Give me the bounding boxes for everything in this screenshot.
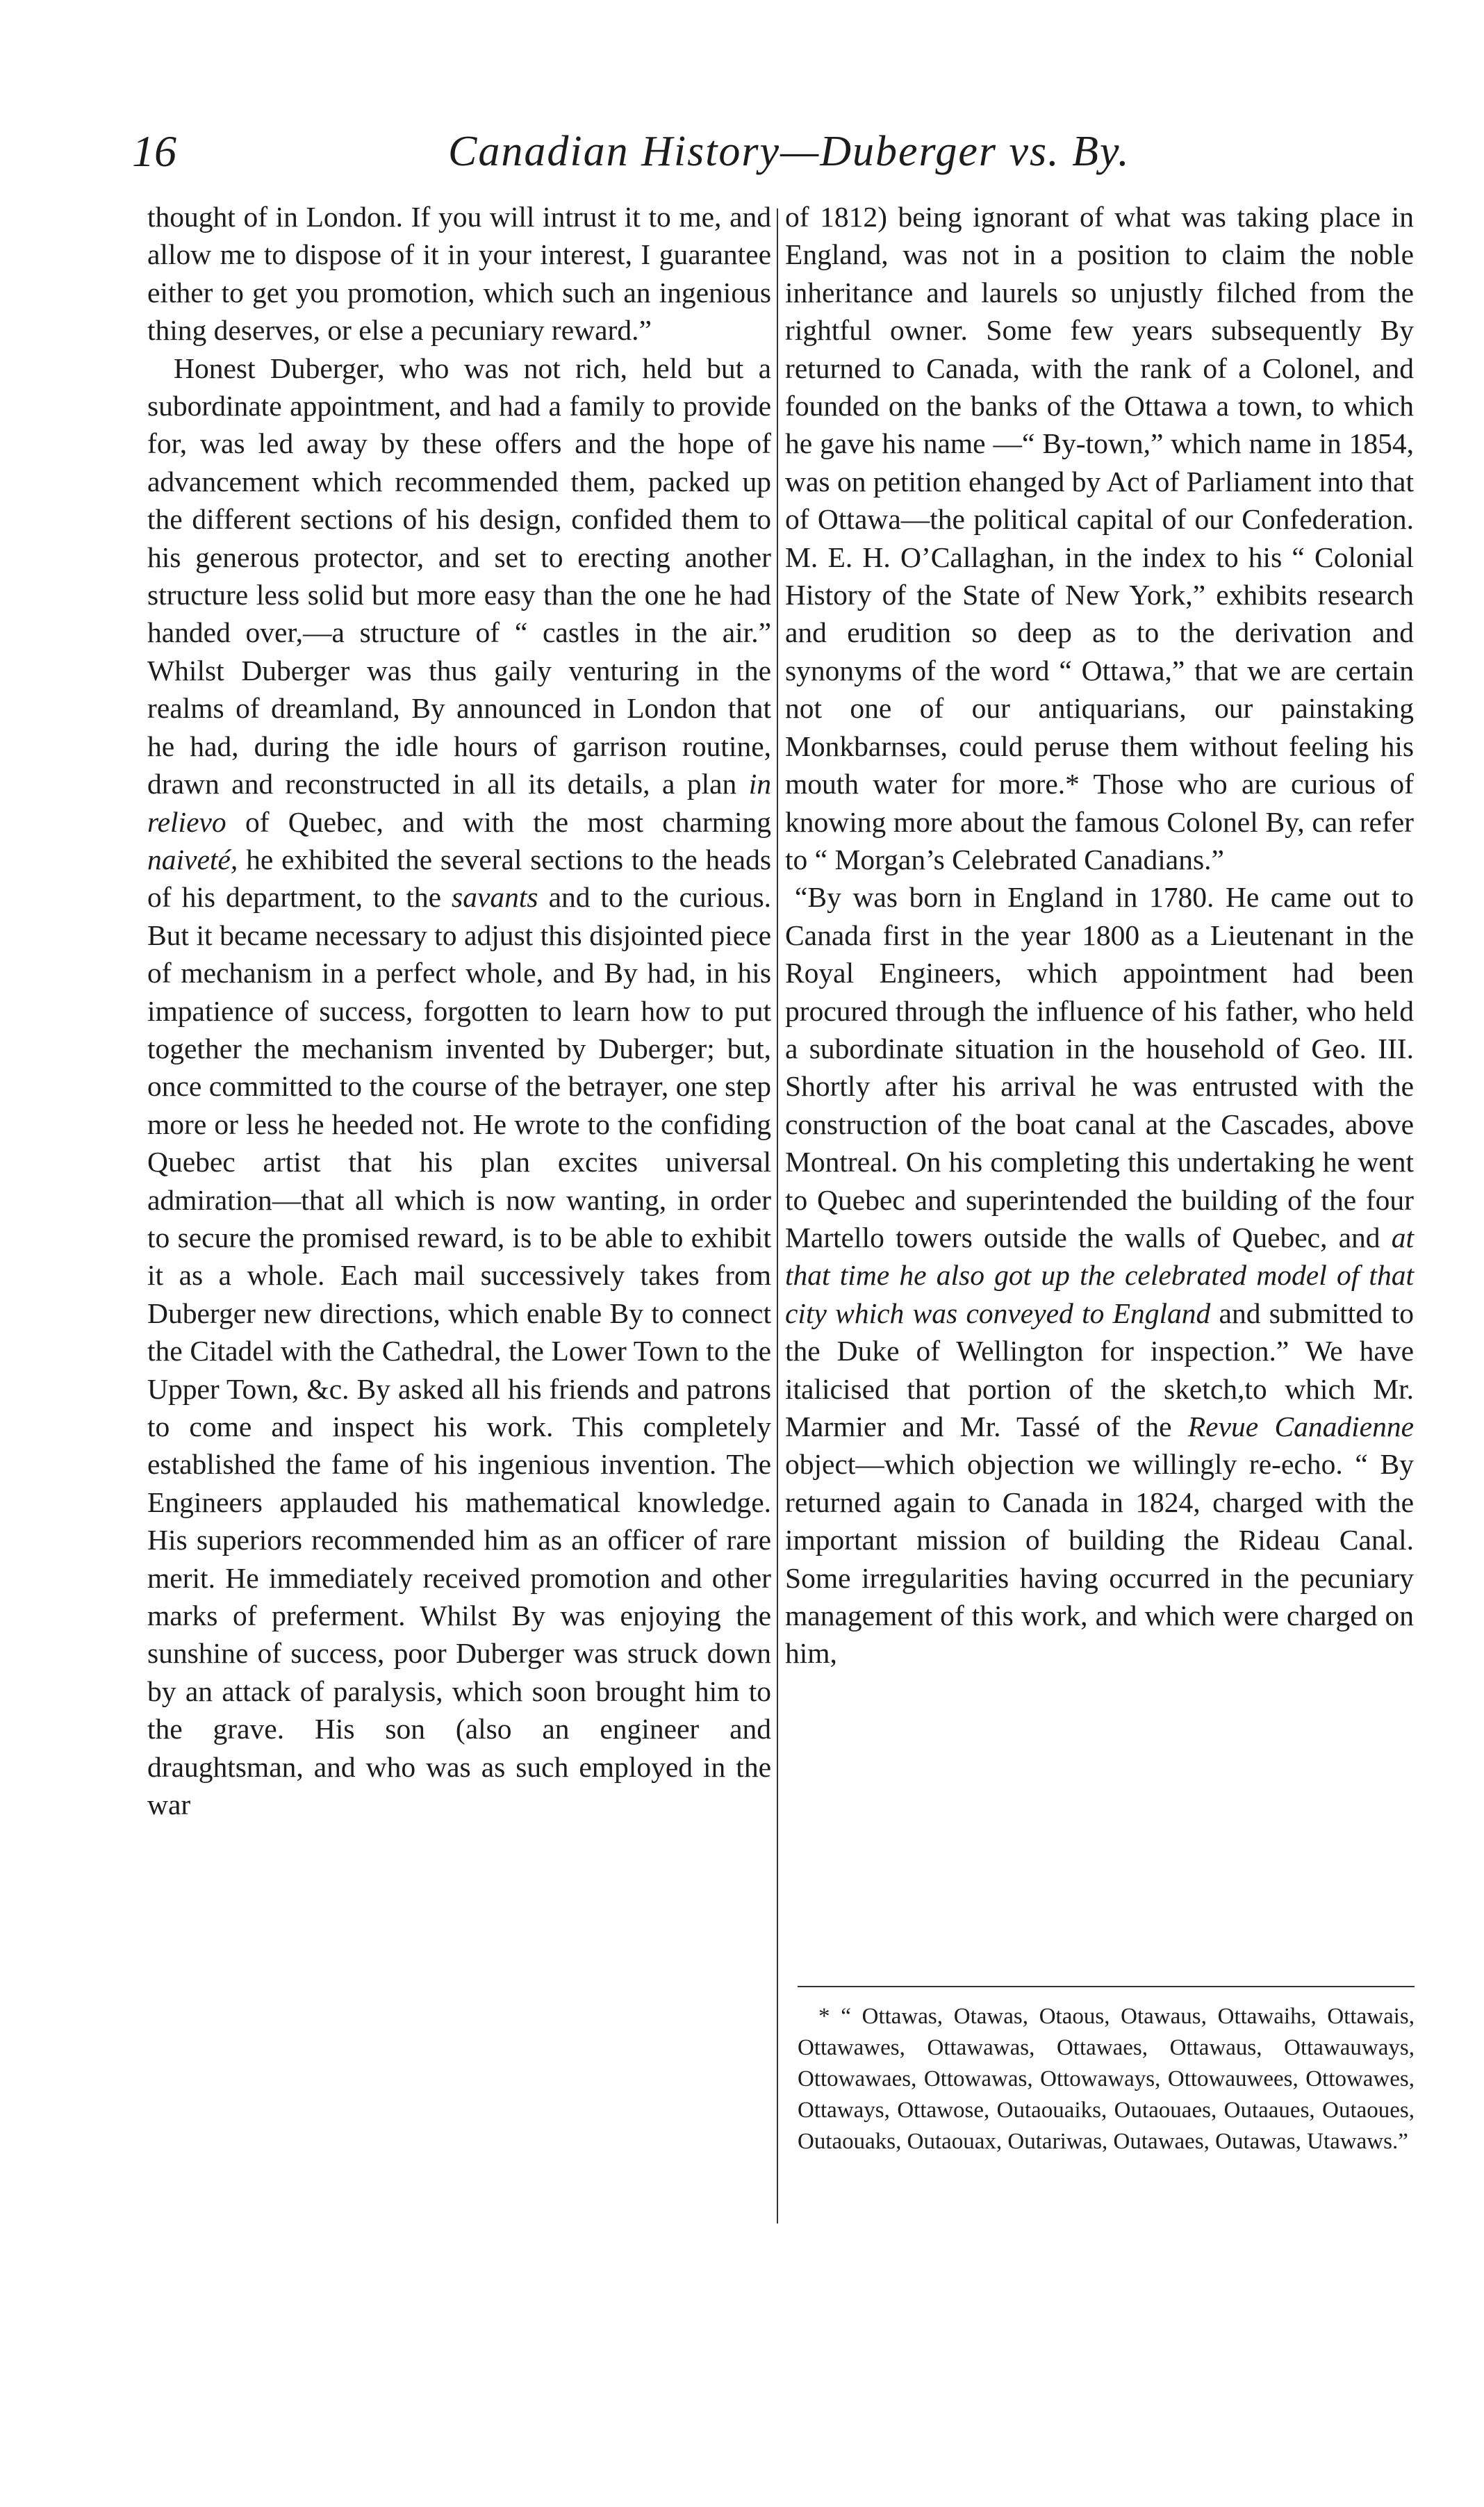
footnote: [798, 2001, 1415, 2157]
left-text-segment: and to the curious. But it became necessary to adjust this disjointed piece of mechanism in a perfect whole, and By had, in his impatience of success, forgotten to learn how to put together the mechanism invented by Duberger; but, once committed to the course of the betrayer, one step more or less he heeded not. He wrote to the confiding Quebec artist that his plan excites universal admiration—that all which is now wanting, in order to secure the promised reward, is to be able to exhibit it as a whole. Each mail successively takes from Duberger new directions, which enable By to connect the Citadel with the Cathedral, the Lower Town to the Upper Town, &c. By asked all his friends and patrons to come and inspect his work. This completely established the fame of his ingenious invention. The Engineers applauded his mathematical knowledge. His superiors recommended him as an officer of rare merit. He immediately received promotion and other marks of preferment. Whilst By was enjoying the sunshine of success, poor Duberger was struck down by an attack of paralysis, which soon brought him to the grave. His son (also an engineer and draughtsman, and who was as such employed in the war: [147, 881, 772, 1821]
right-paragraph-2: [785, 878, 1414, 1672]
page-number: 16: [132, 126, 176, 176]
left-column: [147, 198, 771, 1823]
italic-phrase: savants: [452, 881, 538, 914]
left-paragraph-1: thought of in London. If you will intrust it to me, and allow me to dispose of it in your interest, I guarantee either to get you promotion, which such an ingenious thing deserves, or else a pecuniary reward.”: [147, 201, 771, 347]
italic-phrase: naiveté,: [147, 843, 238, 876]
italic-phrase: at that time he also got up the celebrated model of that city which was conveyed to England: [785, 1221, 1415, 1329]
left-text-segment: he exhibited the several sections to the heads of his department, to the: [147, 843, 772, 914]
left-paragraph-2: [147, 350, 771, 1824]
left-text-segment: of Quebec, and with the most charming: [245, 805, 771, 838]
running-title: Canadian History—Duberger vs. By.: [448, 128, 1130, 175]
left-text-segment: Honest Duberger, who was not rich, held but a subordinate appointment, and had a family to provide for, was led away by these offers and the hope of advancement which recommended them, packed up the different sections of his design, confided them to his generous protector, and set to erecting another structure less solid but more easy than the one he had handed over,—a structure of “ castles in the air.” Whilst Duberger was thus gaily venturing in the realms of dreamland, By announced in London that he had, during the idle hours of garrison routine, drawn and reconstructed in all its details, a plan: [147, 352, 771, 800]
italic-phrase: Revue Canadienne: [1187, 1411, 1414, 1442]
footnote-rule: [798, 1986, 1415, 1987]
page-header: [132, 117, 1452, 186]
column-divider: [777, 208, 778, 2224]
right-column: [785, 198, 1414, 1672]
right-text-segment: object—which objection we willingly re-echo. “ By returned again to Canada in 1824, charged with the important mission of building the Rideau Canal. Some irregularities having occurred in the pecuniary management of this work, and which were charged on him,: [785, 1448, 1414, 1670]
right-text-segment: and submitted to the Duke of Wellington for inspection.” We have italicised that portion of the sketch,to which Mr. Marmier and Mr. Tassé of the: [785, 1297, 1414, 1442]
right-text-segment: “By was born in England in 1780. He came out to Canada first in the year 1800 as a Lieutenant in the Royal Engineers, which appointment had been procured through the influence of his father, who held a subordinate situation in the household of Geo. III. Shortly after his arrival he was entrusted with the construction of the boat canal at the Cascades, above Montreal. On his completing this undertaking he went to Quebec and superintended the building of the four Martello towers outside the walls of Quebec, and: [785, 881, 1414, 1254]
italic-phrase: in relievo: [147, 768, 772, 838]
footnote-text: * “ Ottawas, Otawas, Otaous, Otawaus, Ottawaihs, Ottawais, Ottawawes, Ottawawas, Ottawaes, Ottawaus, Ottawauways, Ottowawaes, Ottowawas, Ottowaways, Ottowauwees, Ottowawes, Ottaways, Ottawose, Outaouaiks, Outaouaes, Outaaues, Outaoues, Outaouaks, Outaouax, Outariwas, Outawaes, Outawas, Utawaws.”: [798, 2004, 1415, 2154]
right-paragraph-1: of 1812) being ignorant of what was taking place in England, was not in a position to claim the noble inheritance and laurels so unjustly filched from the rightful owner. Some few years subsequently By returned to Canada, with the rank of a Colonel, and founded on the banks of the Ottawa a town, to which he gave his name —“ By-town,” which name in 1854, was on petition ehanged by Act of Parliament into that of Ottawa—the political capital of our Confederation. M. E. H. O’Callaghan, in the index to his “ Colonial History of the State of New York,” exhibits research and erudition so deep as to the derivation and synonyms of the word “ Ottawa,” that we are certain not one of our antiquarians, our painstaking Monkbarnses, could peruse them without feeling his mouth water for more.* Those who are curious of knowing more about the famous Colonel By, can refer to “ Morgan’s Celebrated Canadians.”: [785, 201, 1414, 876]
